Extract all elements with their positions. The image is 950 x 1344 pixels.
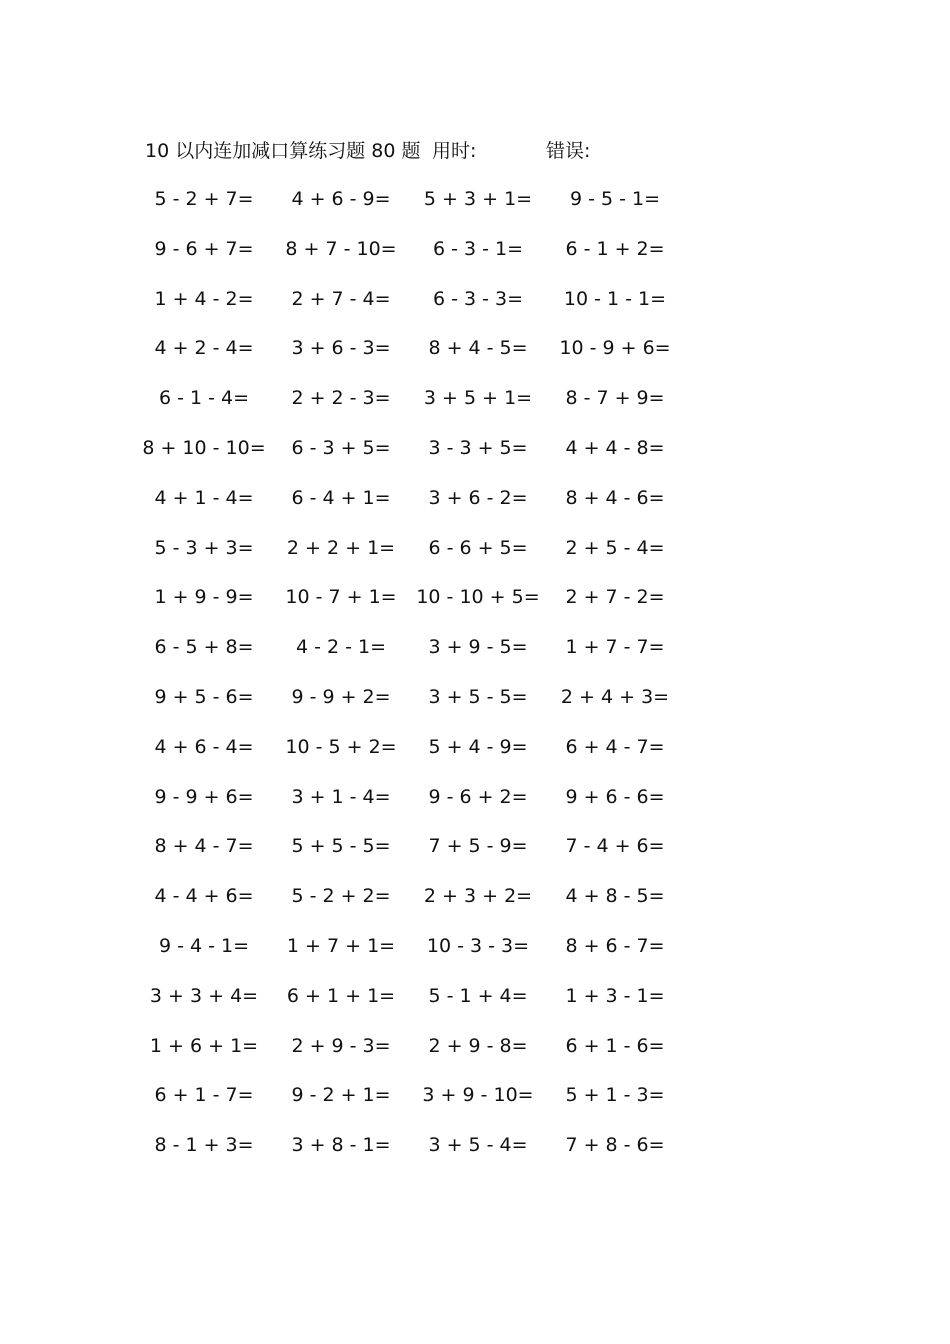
arithmetic-problem: 6 - 4 + 1= [291, 486, 391, 509]
arithmetic-problem: 4 - 4 + 6= [154, 885, 254, 908]
arithmetic-problem: 4 + 4 - 8= [565, 436, 665, 459]
arithmetic-problem: 8 - 7 + 9= [565, 387, 665, 410]
arithmetic-problem: 4 - 2 - 1= [295, 636, 387, 659]
arithmetic-problem: 9 + 5 - 6= [154, 685, 254, 708]
arithmetic-problem: 6 - 3 - 1= [432, 237, 524, 260]
arithmetic-problem: 1 + 9 - 9= [154, 586, 254, 609]
arithmetic-problem: 1 + 7 + 1= [286, 934, 396, 957]
arithmetic-problem: 10 - 1 - 1= [563, 287, 667, 310]
arithmetic-problem: 4 + 1 - 4= [154, 486, 254, 509]
problem-row [0, 683, 950, 733]
problem-row [0, 832, 950, 882]
arithmetic-problem: 8 + 4 - 5= [428, 337, 528, 360]
problem-row [0, 633, 950, 683]
arithmetic-problem: 8 + 4 - 7= [154, 835, 254, 858]
arithmetic-problem: 6 - 5 + 8= [154, 636, 254, 659]
arithmetic-problem: 3 + 6 - 2= [428, 486, 528, 509]
arithmetic-problem: 3 + 6 - 3= [291, 337, 391, 360]
problem-row [0, 1032, 950, 1082]
arithmetic-problem: 7 - 4 + 6= [565, 835, 665, 858]
arithmetic-problem: 7 + 8 - 6= [565, 1134, 665, 1157]
problem-row [0, 1081, 950, 1131]
arithmetic-problem: 8 + 6 - 7= [565, 934, 665, 957]
problem-row [0, 882, 950, 932]
arithmetic-problem: 5 + 3 + 1= [423, 188, 533, 210]
arithmetic-problem: 9 - 5 - 1= [569, 188, 661, 210]
arithmetic-problem: 9 - 2 + 1= [291, 1084, 391, 1107]
arithmetic-problem: 10 - 3 - 3= [426, 934, 530, 957]
arithmetic-problem: 5 - 2 + 7= [154, 188, 254, 210]
problem-row [0, 932, 950, 982]
worksheet-header [0, 137, 950, 165]
arithmetic-problem: 3 + 5 + 1= [423, 387, 533, 410]
arithmetic-problem: 6 - 1 + 2= [565, 237, 665, 260]
arithmetic-problem: 4 + 6 - 9= [291, 188, 391, 210]
arithmetic-problem: 2 + 2 + 1= [286, 536, 396, 559]
arithmetic-problem: 9 + 6 - 6= [565, 785, 665, 808]
problem-row [0, 534, 950, 584]
arithmetic-problem: 8 + 4 - 6= [565, 486, 665, 509]
arithmetic-problem: 9 - 6 + 2= [428, 785, 528, 808]
arithmetic-problem: 8 + 10 - 10= [142, 436, 266, 459]
arithmetic-problem: 1 + 6 + 1= [149, 1034, 259, 1057]
arithmetic-problem: 1 + 4 - 2= [154, 287, 254, 310]
arithmetic-problem: 10 - 9 + 6= [559, 337, 671, 360]
arithmetic-problem: 6 + 1 - 6= [565, 1034, 665, 1057]
arithmetic-problem: 5 + 5 - 5= [291, 835, 391, 858]
arithmetic-problem: 7 + 5 - 9= [428, 835, 528, 858]
arithmetic-problem: 6 - 3 + 5= [291, 436, 391, 459]
arithmetic-problem: 10 - 5 + 2= [285, 735, 397, 758]
arithmetic-problem: 8 + 7 - 10= [285, 237, 397, 260]
arithmetic-problem: 5 + 4 - 9= [428, 735, 528, 758]
arithmetic-problem: 3 + 5 - 5= [428, 685, 528, 708]
arithmetic-problem: 3 + 5 - 4= [428, 1134, 528, 1157]
arithmetic-problem: 3 - 3 + 5= [428, 436, 528, 459]
problem-row [0, 783, 950, 833]
problem-row [0, 285, 950, 335]
arithmetic-problem: 5 - 3 + 3= [154, 536, 254, 559]
arithmetic-problem: 4 + 6 - 4= [154, 735, 254, 758]
arithmetic-problem: 2 + 2 - 3= [291, 387, 391, 410]
worksheet-title: 10 以内连加减口算练习题 80 题 [145, 140, 421, 162]
arithmetic-problem: 2 + 4 + 3= [560, 685, 670, 708]
arithmetic-problem: 3 + 9 - 10= [422, 1084, 534, 1107]
arithmetic-problem: 2 + 7 - 2= [565, 586, 665, 609]
problem-row [0, 185, 950, 235]
arithmetic-problem: 2 + 3 + 2= [423, 885, 533, 908]
arithmetic-problem: 2 + 9 - 8= [428, 1034, 528, 1057]
arithmetic-problem: 3 + 9 - 5= [428, 636, 528, 659]
problem-row [0, 235, 950, 285]
arithmetic-problem: 6 + 4 - 7= [565, 735, 665, 758]
problem-row [0, 982, 950, 1032]
problem-row [0, 334, 950, 384]
arithmetic-problem: 3 + 1 - 4= [291, 785, 391, 808]
problem-row [0, 434, 950, 484]
arithmetic-problem: 9 - 4 - 1= [158, 934, 250, 957]
problem-row [0, 583, 950, 633]
arithmetic-problem: 6 - 3 - 3= [432, 287, 524, 310]
problem-row [0, 733, 950, 783]
arithmetic-problem: 5 - 2 + 2= [291, 885, 391, 908]
arithmetic-problem: 4 + 8 - 5= [565, 885, 665, 908]
arithmetic-problem: 8 - 1 + 3= [154, 1134, 254, 1157]
arithmetic-problem: 9 - 6 + 7= [154, 237, 254, 260]
arithmetic-problem: 3 + 3 + 4= [149, 984, 259, 1007]
problem-row [0, 384, 950, 434]
arithmetic-problem: 6 - 1 - 4= [158, 387, 250, 410]
arithmetic-problem: 4 + 2 - 4= [154, 337, 254, 360]
errors-label: 错误: [546, 140, 591, 162]
arithmetic-problem: 9 - 9 + 6= [154, 785, 254, 808]
problem-row [0, 484, 950, 534]
time-used-label: 用时: [432, 140, 477, 162]
arithmetic-problem: 5 + 1 - 3= [565, 1084, 665, 1107]
arithmetic-problem: 10 - 7 + 1= [285, 586, 397, 609]
arithmetic-problem: 6 - 6 + 5= [428, 536, 528, 559]
arithmetic-problem: 5 - 1 + 4= [428, 984, 528, 1007]
arithmetic-problem: 6 + 1 + 1= [286, 984, 396, 1007]
arithmetic-problem: 1 + 3 - 1= [565, 984, 665, 1007]
arithmetic-problem: 1 + 7 - 7= [565, 636, 665, 659]
arithmetic-problem: 10 - 10 + 5= [416, 586, 540, 609]
arithmetic-problem: 2 + 5 - 4= [565, 536, 665, 559]
arithmetic-problem: 6 + 1 - 7= [154, 1084, 254, 1107]
arithmetic-problem: 2 + 7 - 4= [291, 287, 391, 310]
arithmetic-problem: 2 + 9 - 3= [291, 1034, 391, 1057]
problem-row [0, 1131, 950, 1181]
problem-grid [0, 185, 950, 1181]
arithmetic-problem: 3 + 8 - 1= [291, 1134, 391, 1157]
arithmetic-problem: 9 - 9 + 2= [291, 685, 391, 708]
